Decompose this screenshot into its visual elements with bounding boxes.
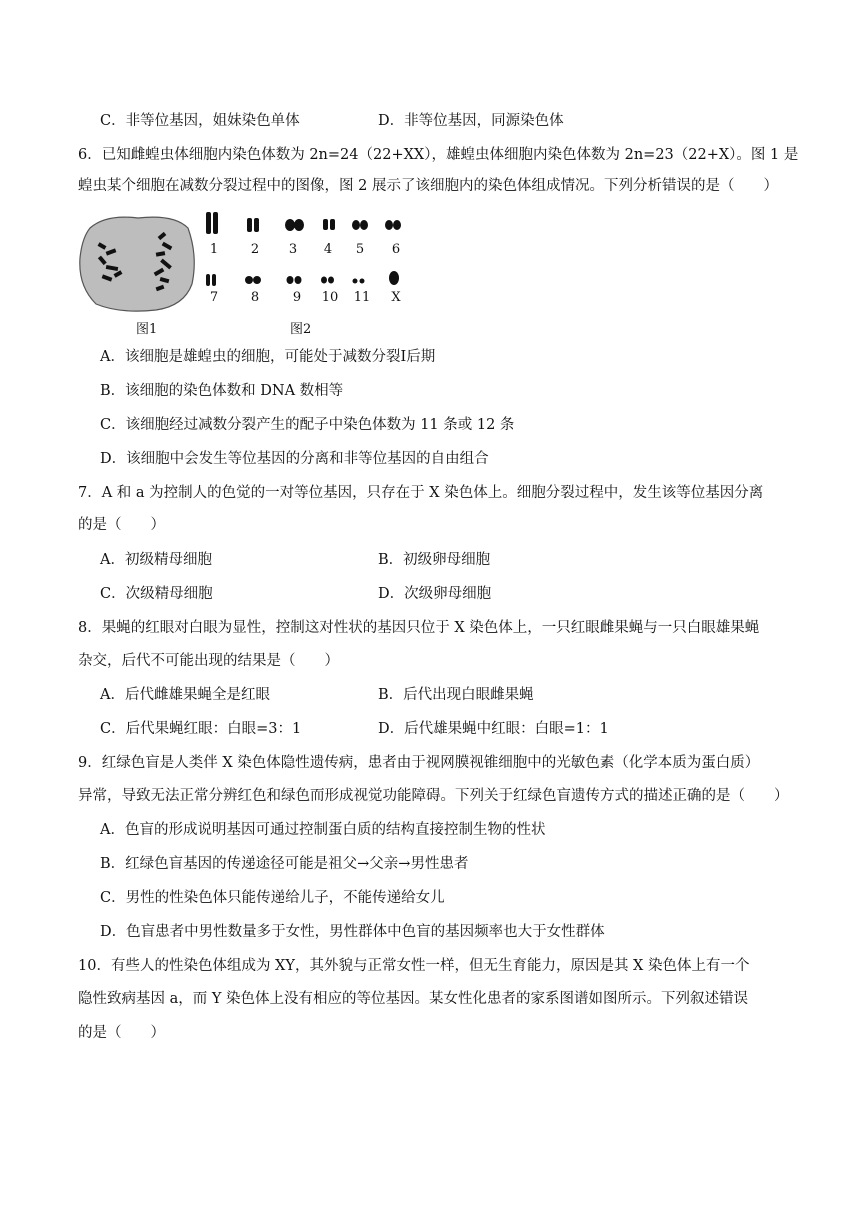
- q7-stem-line2: 的是（ ）: [78, 517, 165, 533]
- chromosome-label: 7: [209, 290, 219, 305]
- q9-stem-line2: 异常，导致无法正常分辨红色和绿色而形成视觉功能障碍。下列关于红绿色盲遗传方式的描述正确的是（ ）: [78, 788, 789, 804]
- chromosome-label: 10: [321, 290, 339, 305]
- q10-stem-line2: 隐性致病基因 a，而 Y 染色体上没有相应的等位基因。某女性化患者的家系图谱如图所示。下列叙述错误: [78, 991, 749, 1007]
- q5-option-d: D．非等位基因，同源染色体: [378, 113, 564, 129]
- q7-option-d: D．次级卵母细胞: [378, 586, 492, 602]
- q8-option-d: D．后代雄果蝇中红眼：白眼=1：1: [378, 721, 609, 737]
- q7-option-c: C．次级精母细胞: [100, 586, 213, 602]
- fig2-caption: 图2: [290, 322, 312, 337]
- q9-option-a: A．色盲的形成说明基因可通过控制蛋白质的结构直接控制生物的性状: [100, 822, 546, 838]
- chromosome-label: 3: [288, 242, 298, 257]
- chromosome-label: 5: [355, 242, 365, 257]
- chromosome-label: 2: [250, 242, 260, 257]
- q8-option-b: B．后代出现白眼雌果蝇: [378, 687, 534, 703]
- q6-option-c: C．该细胞经过减数分裂产生的配子中染色体数为 11 条或 12 条: [100, 417, 515, 433]
- q8-option-a: A．后代雌雄果蝇全是红眼: [100, 687, 270, 703]
- q8-stem-line2: 杂交，后代不可能出现的结果是（ ）: [78, 653, 339, 669]
- q6-option-b: B．该细胞的染色体数和 DNA 数相等: [100, 383, 344, 399]
- q10-stem-line3: 的是（ ）: [78, 1025, 165, 1041]
- q10-stem-line1: 10．有些人的性染色体组成为 XY，其外貌与正常女性一样，但无生育能力，原因是其 X 染色体上有一个: [78, 958, 750, 974]
- q8-stem-line1: 8．果蝇的红眼对白眼为显性，控制这对性状的基因只位于 X 染色体上，一只红眼雌果蝇与一只白眼雄果蝇: [78, 620, 760, 636]
- chromosome-label: 1: [209, 242, 219, 257]
- fig2-karyotype-image: [202, 210, 412, 300]
- chromosome-label: 11: [353, 290, 371, 305]
- q7-option-a: A．初级精母细胞: [100, 552, 212, 568]
- q9-option-b: B．红绿色盲基因的传递途径可能是祖父→父亲→男性患者: [100, 856, 469, 872]
- fig1-cell-image: [76, 206, 198, 316]
- chromosome-label: 9: [292, 290, 302, 305]
- q9-option-d: D．色盲患者中男性数量多于女性，男性群体中色盲的基因频率也大于女性群体: [100, 924, 605, 940]
- q5-option-c: C．非等位基因，姐妹染色单体: [100, 113, 300, 129]
- q6-figure: [76, 206, 436, 336]
- q7-option-b: B．初级卵母细胞: [378, 552, 491, 568]
- chromosome-label: 8: [250, 290, 260, 305]
- q6-option-d: D．该细胞中会发生等位基因的分离和非等位基因的自由组合: [100, 451, 489, 467]
- q6-stem-line2: 蝗虫某个细胞在减数分裂过程中的图像，图 2 展示了该细胞内的染色体组成情况。下列分析错误的是（ ）: [78, 178, 778, 194]
- fig1-caption: 图1: [136, 322, 158, 337]
- q6-stem-line1: 6．已知雌蝗虫体细胞内染色体数为 2n=24（22+XX），雄蝗虫体细胞内染色体数为 2n=23（22+X）。图 1 是: [78, 147, 799, 163]
- q9-stem-line1: 9．红绿色盲是人类伴 X 染色体隐性遗传病，患者由于视网膜视锥细胞中的光敏色素（化学本质为蛋白质）: [78, 755, 760, 771]
- q8-option-c: C．后代果蝇红眼：白眼=3：1: [100, 721, 302, 737]
- q7-stem-line1: 7．A 和 a 为控制人的色觉的一对等位基因，只存在于 X 染色体上。细胞分裂过程中，发生该等位基因分离: [78, 485, 764, 501]
- chromosome-label: 6: [391, 242, 401, 257]
- q6-option-a: A．该细胞是雄蝗虫的细胞，可能处于减数分裂Ⅰ后期: [100, 349, 436, 365]
- chromosome-label: X: [391, 290, 401, 305]
- q9-option-c: C．男性的性染色体只能传递给儿子，不能传递给女儿: [100, 890, 445, 906]
- chromosome-label: 4: [323, 242, 333, 257]
